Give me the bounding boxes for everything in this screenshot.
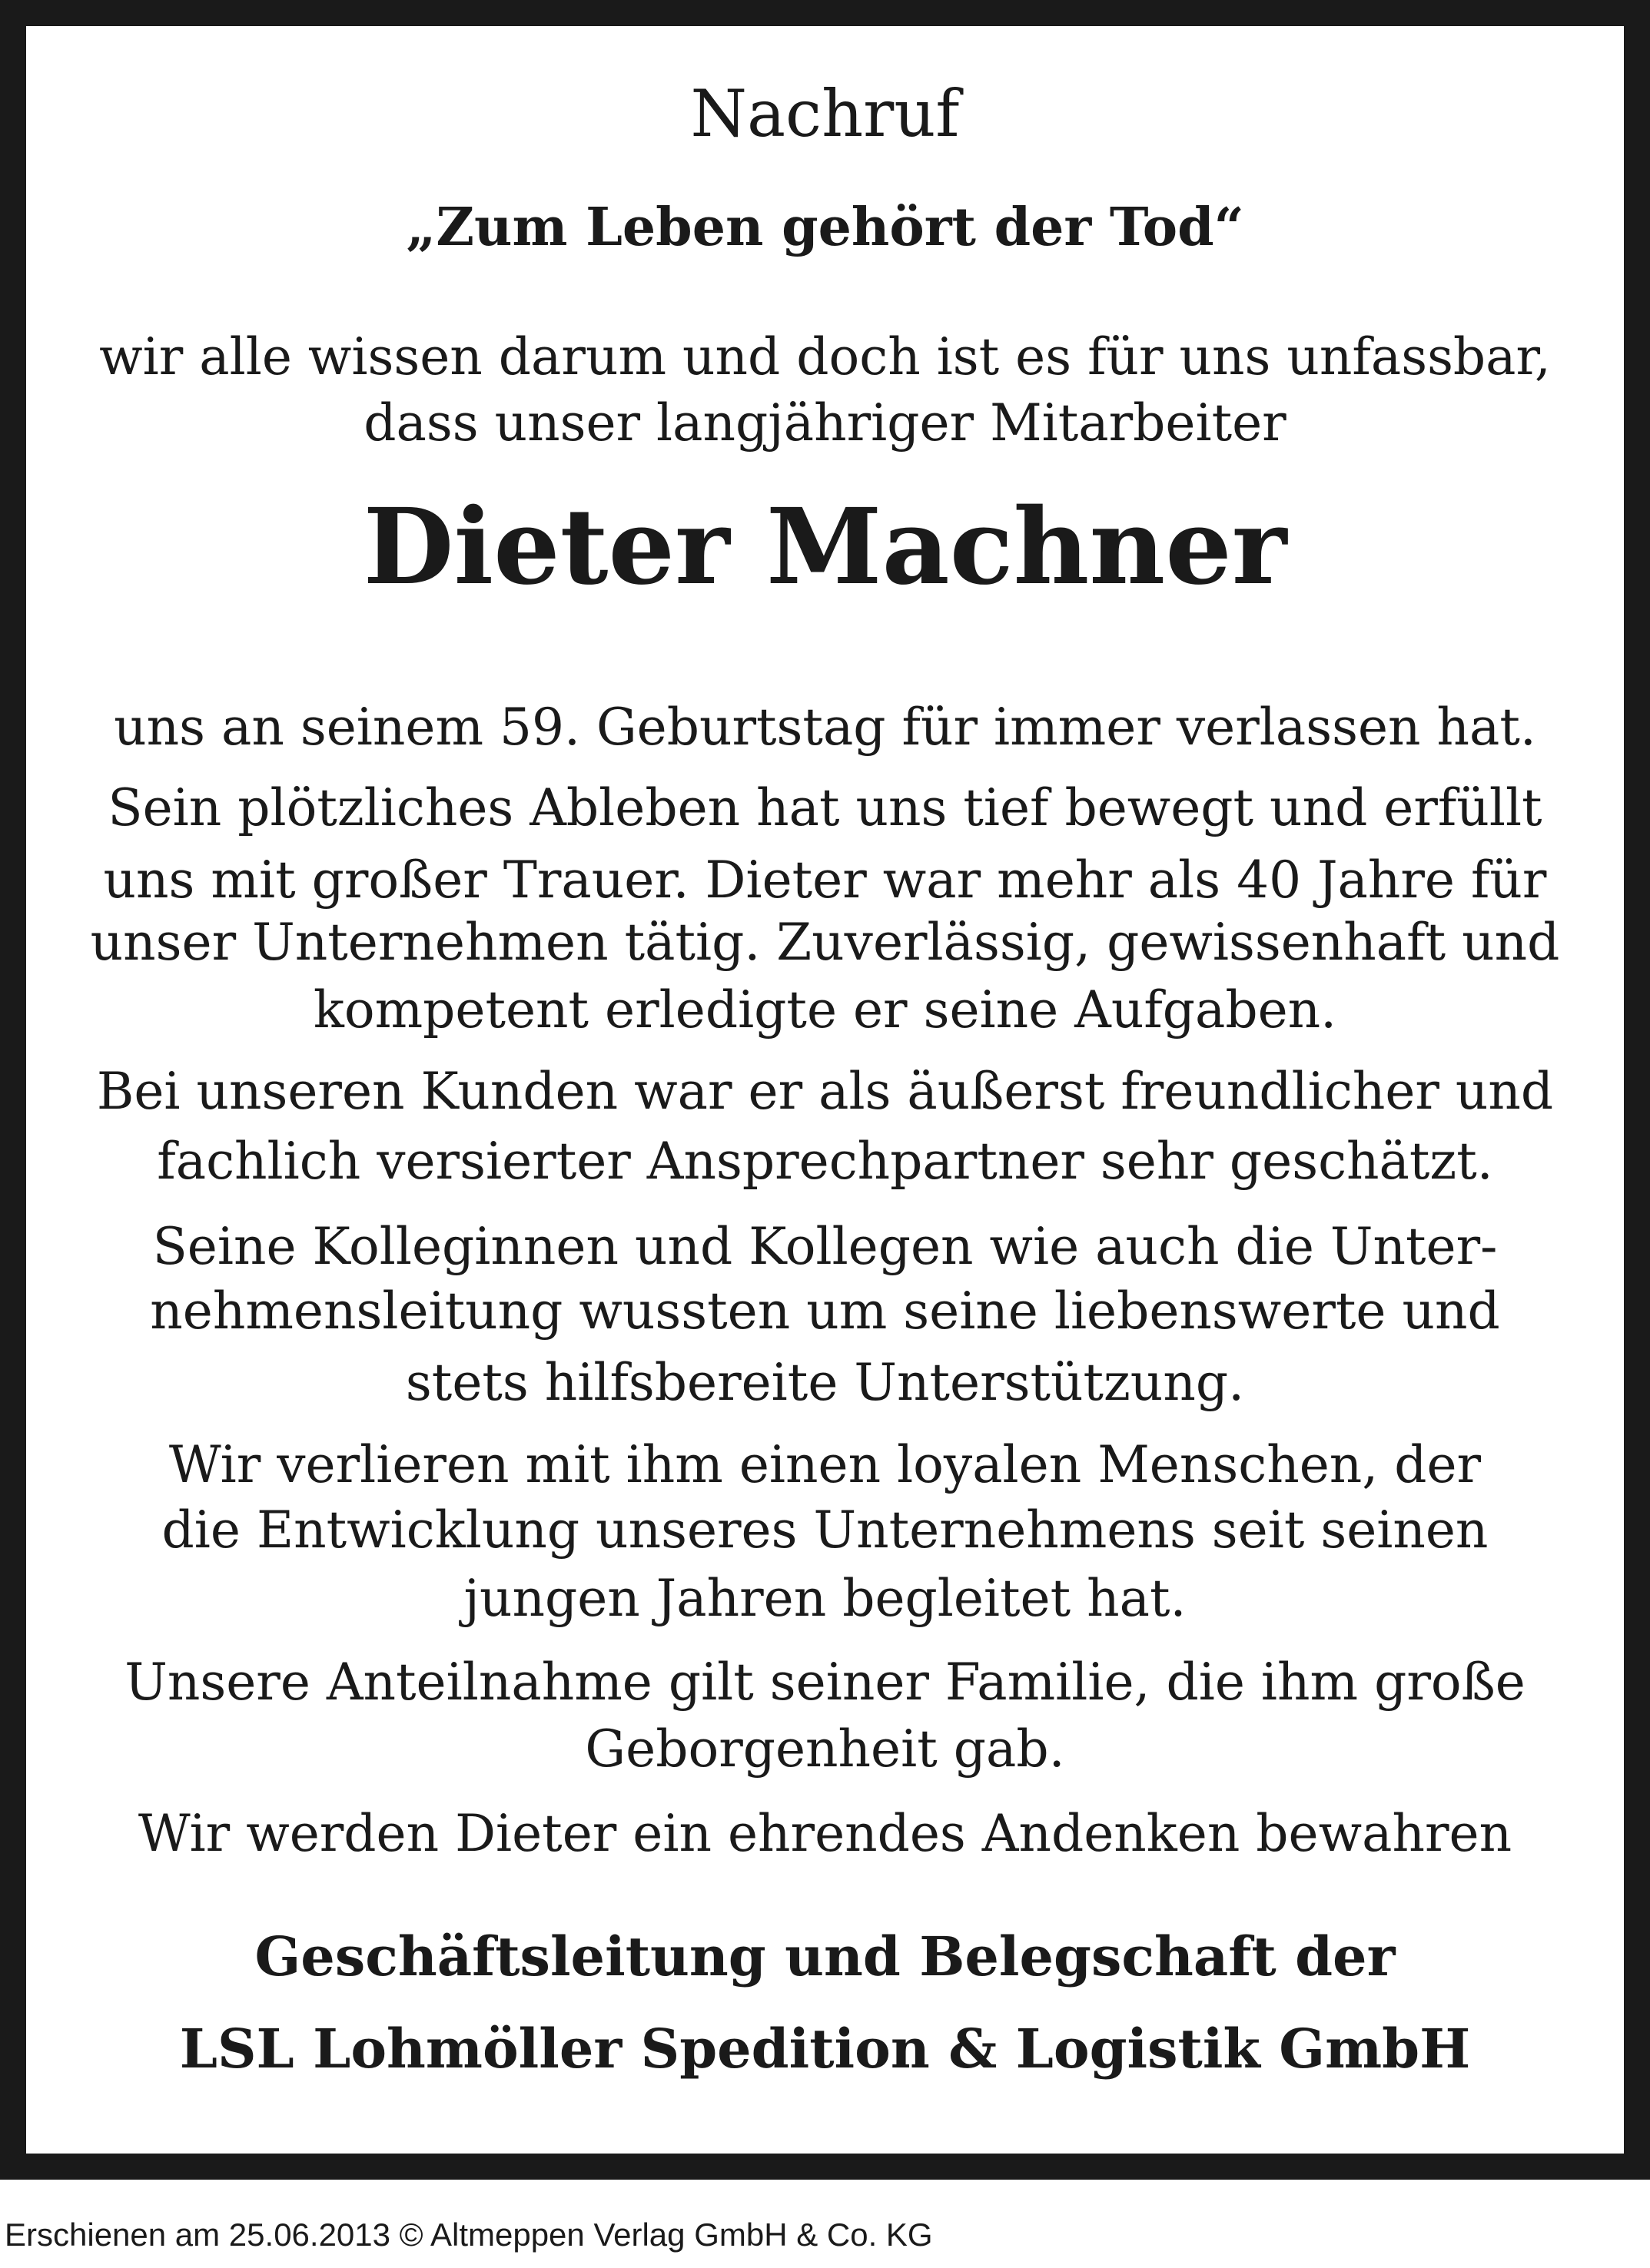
company-name: LSL Lohmöller Spedition & Logistik GmbH (179, 2017, 1471, 2081)
paragraph-line: Wir verlieren mit ihm einen loyalen Menschen, der (168, 1435, 1482, 1494)
intro-line: wir alle wissen darum und doch ist es für uns unfassbar, (99, 327, 1551, 386)
paragraph-line: uns mit großer Trauer. Dieter war mehr als 40 Jahre für (103, 850, 1547, 910)
paragraph-line: Geborgenheit gab. (585, 1719, 1065, 1779)
paragraph-line: fachlich versierter Ansprechpartner sehr geschätzt. (157, 1132, 1493, 1191)
paragraph-line: uns an seinem 59. Geburtstag für immer verlassen hat. (114, 698, 1536, 757)
paragraph-line: stets hilfsbereite Unterstützung. (405, 1353, 1245, 1412)
intro-line: dass unser langjähriger Mitarbeiter (364, 393, 1286, 453)
paragraph-line: unser Unternehmen tätig. Zuverlässig, gewissenhaft und (90, 913, 1560, 972)
paragraph-line: Unsere Anteilnahme gilt seiner Familie, die ihm große (124, 1653, 1526, 1712)
paragraph-line: die Entwicklung unseres Unternehmens seit seinen (161, 1500, 1489, 1560)
deceased-name: Dieter Machner (363, 486, 1287, 608)
paragraph-line: Wir werden Dieter ein ehrendes Andenken bewahren (138, 1804, 1512, 1863)
notice-quote: „Zum Leben gehört der Tod“ (406, 197, 1244, 258)
paragraph-line: Sein plötzliches Ableben hat uns tief bewegt und erfüllt (108, 778, 1542, 837)
notice-title: Nachruf (690, 76, 960, 151)
paragraph-line: kompetent erledigte er seine Aufgaben. (313, 980, 1337, 1040)
publication-footer: Erschienen am 25.06.2013 © Altmeppen Verlag GmbH & Co. KG (5, 2217, 933, 2253)
paragraph-line: Seine Kolleginnen und Kollegen wie auch die Unter- (152, 1217, 1498, 1276)
paragraph-line: Bei unseren Kunden war er als äußerst freundlicher und (96, 1062, 1554, 1121)
paragraph-line: jungen Jahren begleitet hat. (463, 1569, 1187, 1628)
paragraph-line: nehmensleitung wussten um seine liebenswerte und (150, 1282, 1500, 1341)
signature-line: Geschäftsleitung und Belegschaft der (254, 1925, 1396, 1988)
